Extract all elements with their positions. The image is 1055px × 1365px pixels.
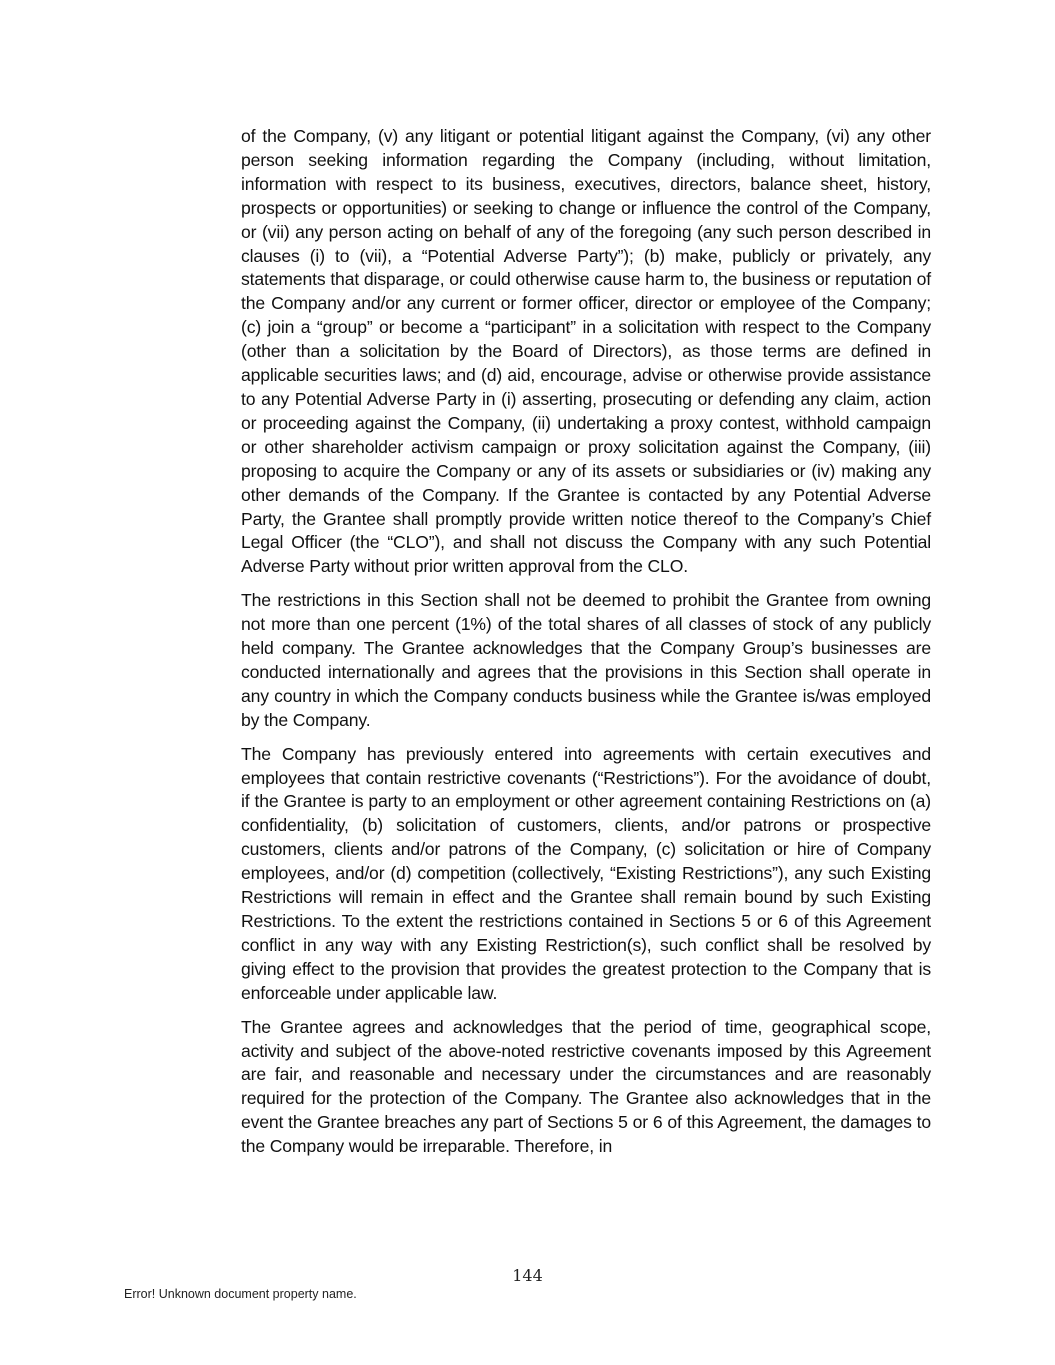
page-number: 144	[512, 1266, 543, 1285]
paragraph-acknowledgement: The Grantee agrees and acknowledges that the period of time, geographical scope, activity and subject of the above-noted restrictive covenants imposed by this Agreement are fair, and reasonable and necessary under the circumstances and are reasonably required for the protection of the Company. The Grantee also acknowledges that in the event the Grantee breaches any part of Sections 5 or 6 of this Agreement, the damages to the Company would be irreparable. Therefore, in	[241, 1016, 931, 1157]
paragraph-existing-restrictions: The Company has previously entered into agreements with certain executives and employees that contain restrictive covenants (“Restrictions”). For the avoidance of doubt, if the Grantee is party to an employment or other agreement containing Restrictions on (a) confidentiality, (b) solicitation of customers, clients, and/or patrons or prospective customers, clients and/or patrons of the Company, (c) solicitation or hire of Company employees, and/or (d) competition (collectively, “Existing Restrictions”), any such Existing Restrictions will remain in effect and the Grantee shall remain bound by such Existing Restrictions. To the extent the restrictions contained in Sections 5 or 6 of this Agreement conflict in any way with any Existing Restriction(s), such conflict shall be resolved by giving effect to the provision that provides the greatest protection to the Company that is enforceable under applicable law.	[241, 743, 931, 1003]
footer-note: Error! Unknown document property name.	[124, 1287, 357, 1301]
paragraph-adverse-party: of the Company, (v) any litigant or potential litigant against the Company, (vi) any other person seeking information regarding the Company (including, without limitation, information with respect to its business, executives, directors, balance sheet, history, prospects or opportunities) or seeking to change or influence the control of the Company, or (vii) any person acting on behalf of any of the foregoing (any such person described in clauses (i) to (vii), a “Potential Adverse Party”); (b) make, publicly or privately, any statements that disparage, or could otherwise cause harm to, the business or reputation of the Company and/or any current or former officer, director or employee of the Company; (c) join a “group” or become a “participant” in a solicitation with respect to the Company (other than a solicitation by the Board of Directors), as those terms are defined in applicable securities laws; and (d) aid, encourage, advise or otherwise provide assistance to any Potential Adverse Party in (i) asserting, prosecuting or defending any claim, action or proceeding against the Company, (ii) undertaking a proxy contest, withhold campaign or other shareholder activism campaign or proxy solicitation against the Company, (iii) proposing to acquire the Company or any of its assets or subsidiaries or (iv) making any other demands of the Company. If the Grantee is contacted by any Potential Adverse Party, the Grantee shall promptly provide written notice thereof to the Company’s Chief Legal Officer (the “CLO”), and shall not discuss the Company with any such Potential Adverse Party without prior written approval from the CLO.	[241, 126, 931, 577]
body-text	[241, 125, 931, 1169]
paragraph-restrictions-scope: The restrictions in this Section shall not be deemed to prohibit the Grantee from owning not more than one percent (1%) of the total shares of all classes of stock of any publicly held company. The Grantee acknowledges that the Company Group’s businesses are conducted internationally and agrees that the provisions in this Section shall operate in any country in which the Company conducts business while the Grantee is/was employed by the Company.	[241, 590, 931, 730]
